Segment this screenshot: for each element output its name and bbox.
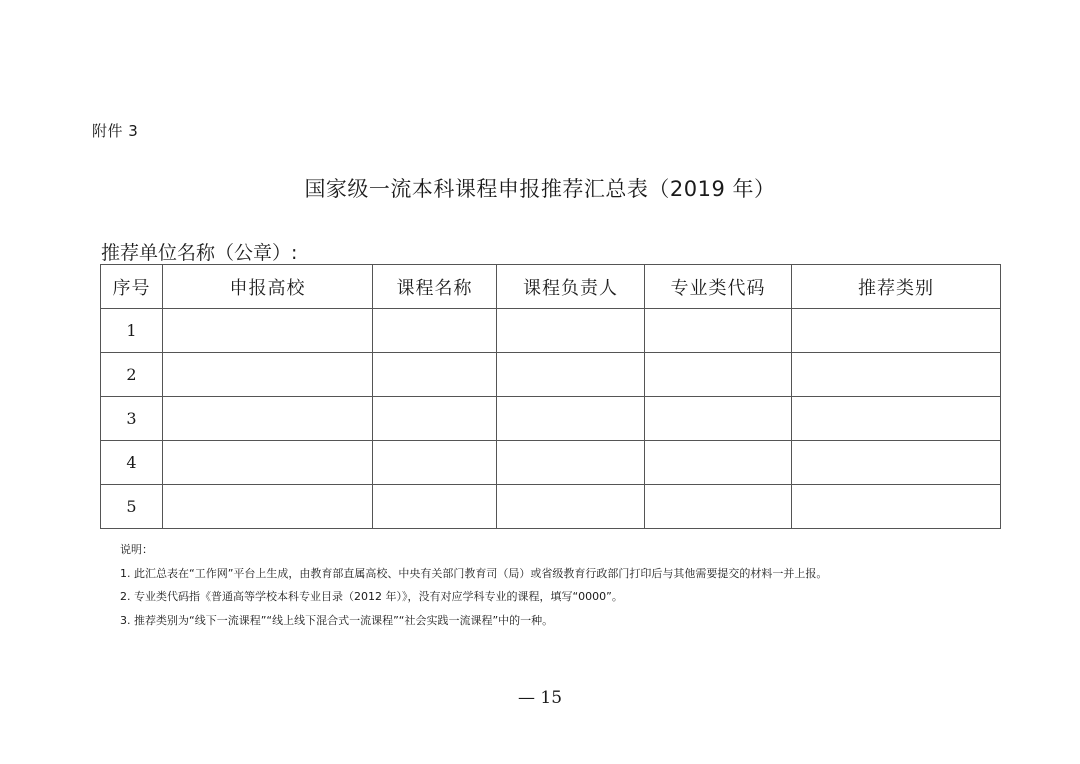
header-category: 推荐类别 [792,265,1001,309]
table-header-row [101,265,1001,309]
row-category [792,309,1001,353]
note-item: 1. 此汇总表在“工作网”平台上生成，由教育部直属高校、中央有关部门教育司（局）或省级教育行政部门打印后与其他需要提交的材料一并上报。 [120,566,828,580]
document-title: 国家级一流本科课程申报推荐汇总表（2019 年） [304,177,776,201]
row-course [373,441,497,485]
recommending-unit-label: 推荐单位名称（公章）: [101,242,298,264]
header-seq: 序号 [101,265,163,309]
page-number: — 15 [517,688,563,708]
row-code [645,397,792,441]
row-leader [497,397,645,441]
header-major-code: 专业类代码 [645,265,792,309]
attachment-label: 附件 3 [92,122,139,140]
notes-title: 说明： [120,543,153,556]
row-leader [497,485,645,529]
row-seq: 5 [101,485,163,529]
row-seq: 3 [101,397,163,441]
header-course-leader: 课程负责人 [497,265,645,309]
row-code [645,353,792,397]
row-category [792,353,1001,397]
note-item: 3. 推荐类别为“线下一流课程”“线上线下混合式一流课程”“社会实践一流课程”中的一种。 [120,613,554,627]
table-row [101,441,1001,485]
table-row [101,309,1001,353]
row-school [163,441,373,485]
row-category [792,485,1001,529]
row-seq: 1 [101,309,163,353]
table-row [101,485,1001,529]
row-school [163,397,373,441]
row-leader [497,441,645,485]
row-code [645,485,792,529]
row-course [373,353,497,397]
header-school: 申报高校 [163,265,373,309]
row-leader [497,353,645,397]
row-school [163,309,373,353]
row-school [163,353,373,397]
row-code [645,309,792,353]
row-course [373,485,497,529]
note-item: 2. 专业类代码指《普通高等学校本科专业目录（2012 年）》，没有对应学科专业的课程，填写“0000”。 [120,590,623,603]
row-seq: 4 [101,441,163,485]
table-row [101,397,1001,441]
row-category [792,441,1001,485]
summary-table [100,264,1001,529]
header-course-name: 课程名称 [373,265,497,309]
row-leader [497,309,645,353]
row-course [373,309,497,353]
row-course [373,397,497,441]
row-school [163,485,373,529]
notes-section [120,538,827,632]
row-category [792,397,1001,441]
row-seq: 2 [101,353,163,397]
table-row [101,353,1001,397]
row-code [645,441,792,485]
